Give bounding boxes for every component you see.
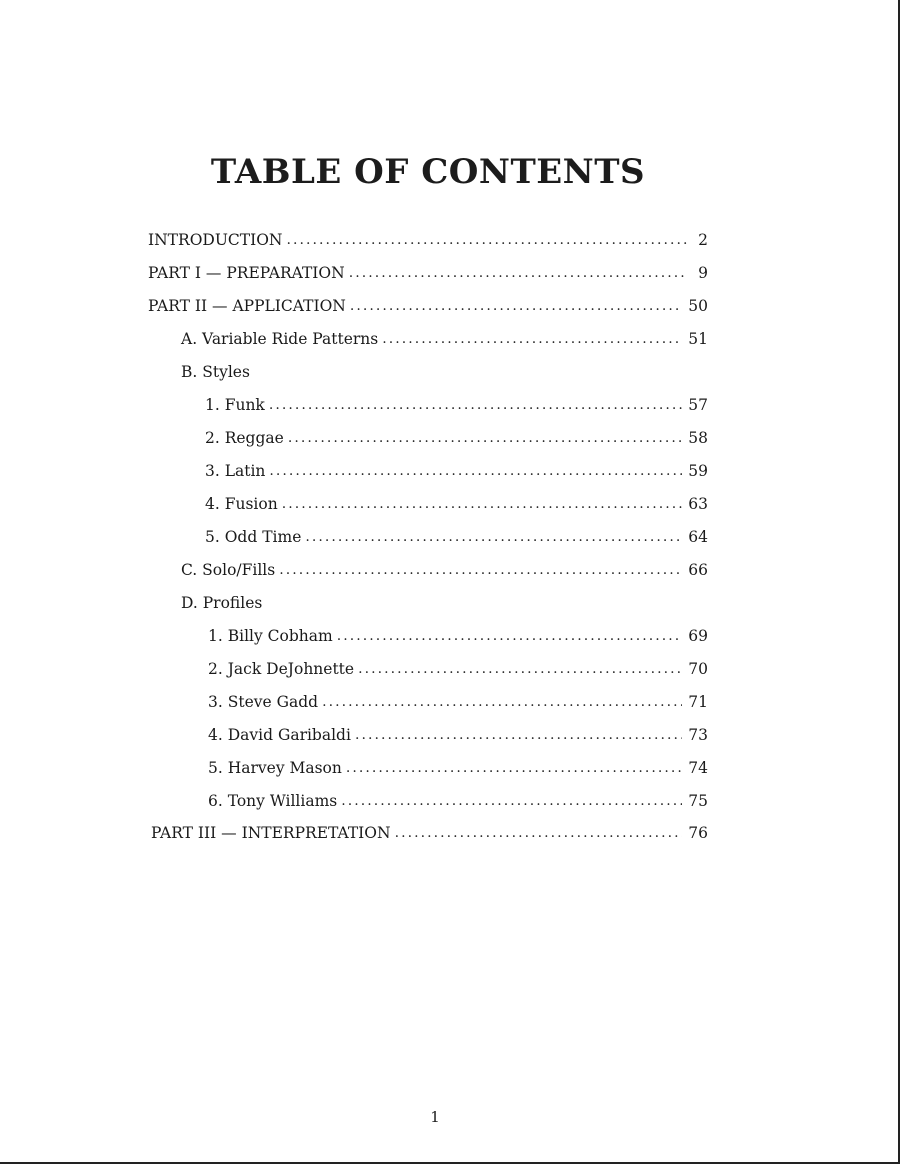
toc-entry-label: 1. Billy Cobham (208, 627, 333, 645)
dot-leader (288, 428, 682, 448)
dot-leader (322, 692, 682, 712)
toc-entry-page: 69 (688, 627, 708, 645)
toc-entry-page: 50 (688, 297, 708, 315)
toc-entry-page: 51 (688, 330, 708, 348)
dot-leader (269, 395, 682, 415)
toc-entry-label: B. Styles (181, 363, 250, 381)
dot-leader (358, 659, 682, 679)
toc-entry-label: A. Variable Ride Patterns (181, 330, 379, 348)
toc-entry-harvey-mason (208, 754, 708, 778)
toc-entry-jack-dejohnette (208, 655, 708, 679)
dot-leader (341, 791, 682, 811)
toc-entry-label: 3. Steve Gadd (208, 693, 319, 711)
toc-entry-label: 2. Reggae (205, 429, 284, 447)
dot-leader (382, 329, 682, 349)
toc-entry-odd-time (205, 523, 708, 547)
toc-entry-page: 76 (688, 824, 708, 842)
toc-entry-label: PART I — PREPARATION (148, 264, 345, 282)
toc-entry-page: 73 (688, 726, 708, 744)
toc-entry-label: 3. Latin (205, 462, 266, 480)
toc-entry-part-2 (148, 292, 708, 316)
dot-leader (286, 230, 688, 250)
toc-entry-page: 75 (688, 792, 708, 810)
toc-entry-profiles (181, 589, 708, 613)
toc-entry-steve-gadd (208, 688, 708, 712)
toc-entry-label: 2. Jack DeJohnette (208, 660, 355, 678)
toc-entry-page: 74 (688, 759, 708, 777)
dot-leader (350, 296, 682, 316)
toc-entry-label: 5. Odd Time (205, 528, 302, 546)
toc-entry-funk (205, 391, 708, 415)
toc-entry-latin (205, 457, 708, 481)
dot-leader (355, 725, 682, 745)
toc-entry-label: PART II — APPLICATION (148, 297, 346, 315)
toc-entry-introduction (148, 226, 708, 250)
toc-entry-label: 4. Fusion (205, 495, 278, 513)
toc-entry-label: D. Profiles (181, 594, 263, 612)
dot-leader (337, 626, 683, 646)
toc-entry-part-1 (148, 259, 708, 283)
toc-entry-part-3 (151, 819, 708, 843)
toc-entry-solo-fills (181, 556, 708, 580)
toc-entry-tony-williams (208, 787, 708, 811)
toc-entry-page: 57 (688, 396, 708, 414)
toc-entry-page: 9 (698, 264, 708, 282)
toc-entry-page: 63 (688, 495, 708, 513)
toc-entry-page: 71 (688, 693, 708, 711)
toc-entry-david-garibaldi (208, 721, 708, 745)
toc-entry-page: 64 (688, 528, 708, 546)
dot-leader (346, 758, 682, 778)
toc-entry-label: 4. David Garibaldi (208, 726, 351, 744)
dot-leader (349, 263, 688, 283)
toc-entry-label: INTRODUCTION (148, 231, 283, 249)
dot-leader (279, 560, 682, 580)
dot-leader (305, 527, 682, 547)
dot-leader (269, 461, 682, 481)
toc-entry-label: 1. Funk (205, 396, 265, 414)
toc-entry-billy-cobham (208, 622, 708, 646)
toc-entry-page: 66 (688, 561, 708, 579)
toc-entry-styles (181, 358, 708, 382)
page-number: 1 (430, 1108, 440, 1126)
dot-leader (282, 494, 683, 514)
toc-entry-page: 58 (688, 429, 708, 447)
toc-entry-label: C. Solo/Fills (181, 561, 276, 579)
toc-entry-page: 59 (688, 462, 708, 480)
toc-entry-reggae (205, 424, 708, 448)
toc-entry-variable-ride-patterns (181, 325, 708, 349)
dot-leader (395, 823, 683, 843)
toc-entry-fusion (205, 490, 708, 514)
toc-entry-page: 70 (688, 660, 708, 678)
toc-entry-label: PART III — INTERPRETATION (151, 824, 391, 842)
toc-entry-page: 2 (698, 231, 708, 249)
page-title: TABLE OF CONTENTS (210, 152, 646, 192)
toc-entry-label: 5. Harvey Mason (208, 759, 342, 777)
toc-entry-label: 6. Tony Williams (208, 792, 338, 810)
